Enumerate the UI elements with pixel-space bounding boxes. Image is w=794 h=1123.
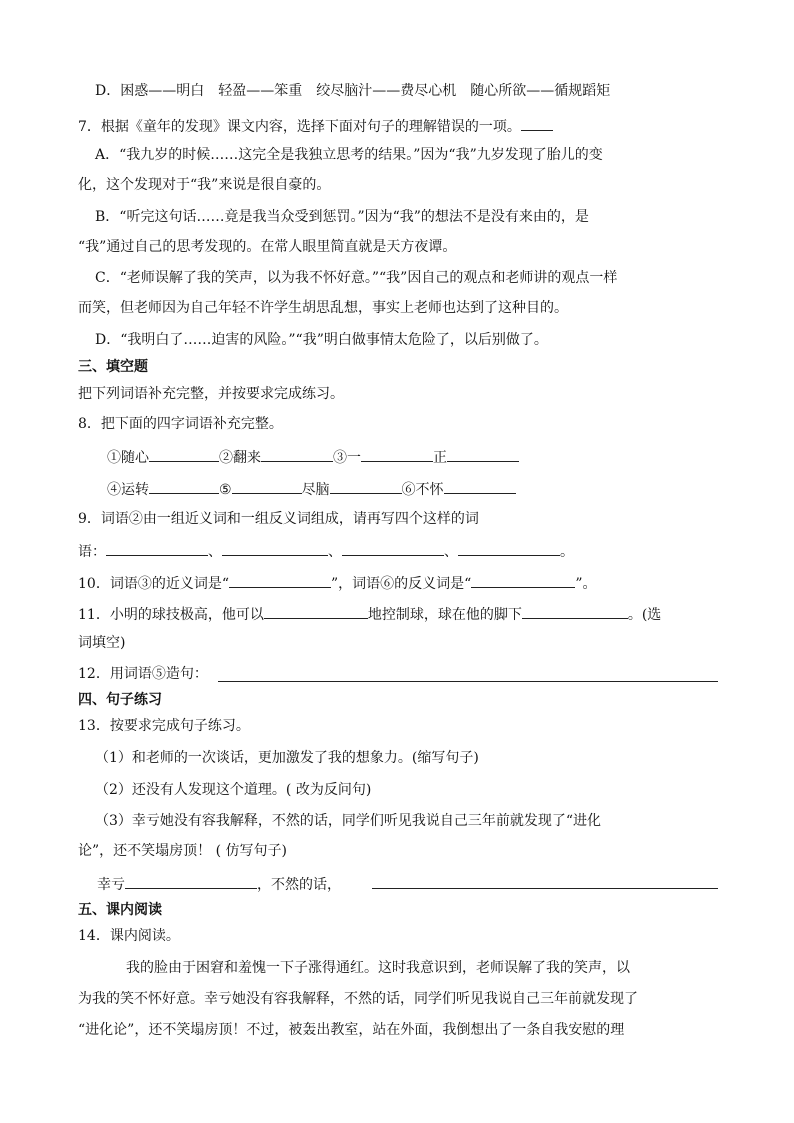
- q10-blank-2[interactable]: [471, 572, 575, 588]
- q8-word-6: ⑥不怀: [401, 482, 444, 498]
- q8-word-5b: 尽脑: [301, 482, 330, 498]
- q14-stem: 14．课内阅读。: [78, 928, 180, 944]
- q13-stem: 13．按要求完成句子练习。: [78, 718, 250, 734]
- q9-sep-3: 、: [444, 544, 458, 560]
- q8-blank-2[interactable]: [261, 446, 333, 462]
- q14-passage-line3: “进化论”，还不笑塌房顶！不过，被轰出教室，站在外面，我倒想出了一条自我安慰的理: [78, 1022, 625, 1038]
- q9-blank-2[interactable]: [222, 540, 328, 556]
- q13-sub-3-line2: 论”，还不笑塌房顶！ ( 仿写句子): [78, 843, 287, 859]
- q8-word-1: ①随心: [107, 450, 149, 466]
- q8-blank-5a[interactable]: [232, 478, 302, 494]
- q6-option-d: D．困惑——明白 轻盈——笨重 绞尽脑汁——费尽心机 随心所欲——循规蹈矩: [95, 83, 611, 99]
- q13-sub-2: （2）还没有人发现这个道理。( 改为反问句): [95, 782, 372, 798]
- q10-line: [78, 572, 596, 594]
- q8-word-5a: ⑤: [219, 482, 232, 498]
- q7-answer-blank[interactable]: [521, 115, 553, 131]
- q9-sep-2: 、: [328, 544, 342, 560]
- q8-row-2: [107, 478, 516, 500]
- section-3-intro: 把下列词语补充完整，并按要求完成练习。: [78, 386, 344, 402]
- q9-stem: 9．词语②由一组近义词和一组反义词组成，请再写四个这样的词: [78, 511, 479, 527]
- q11-text-c: 。(选: [627, 607, 662, 623]
- q10-text-b: ”，词语⑥的反义词是“: [330, 576, 472, 592]
- q9-blank-4[interactable]: [458, 540, 560, 556]
- q11-blank-2[interactable]: [522, 603, 628, 619]
- q8-blank-6[interactable]: [444, 478, 516, 494]
- q7-option-a-line1: A．“我九岁的时候……这完全是我独立思考的结果。”因为“我”九岁发现了胎儿的变: [95, 147, 603, 163]
- q14-passage-line1: 我的脸由于困窘和羞愧一下子涨得通红。这时我意识到，老师误解了我的笑声，以: [126, 960, 630, 976]
- q8-blank-4[interactable]: [149, 478, 219, 494]
- q13-fill-line: [97, 873, 341, 895]
- section-4-heading: 四、句子练习: [78, 692, 162, 708]
- q11-line-1: [78, 603, 661, 625]
- q13-sub-3-line1: （3）幸亏她没有容我解释，不然的话，同学们听见我说自己三年前就发现了“进化: [95, 813, 602, 829]
- q11-line-2: 词填空): [78, 635, 126, 651]
- q14-passage-line2: 为我的笑不怀好意。幸亏她没有容我解释，不然的话，同学们听见我说自己三年前就发现了: [78, 991, 638, 1007]
- q8-word-3a: ③一: [333, 450, 361, 466]
- q9-blank-3[interactable]: [342, 540, 444, 556]
- q8-word-4: ④运转: [107, 482, 149, 498]
- q8-word-2: ②翻来: [219, 450, 261, 466]
- q8-row-1: [107, 446, 519, 468]
- q13-sub-1: （1）和老师的一次谈话，更加激发了我的想象力。(缩写句子): [95, 750, 479, 766]
- q11-blank-1[interactable]: [264, 603, 368, 619]
- q7-option-b-line1: B．“听完这句话……竟是我当众受到惩罚。”因为“我”的想法不是没有来由的，是: [95, 209, 589, 225]
- q12-answer-line[interactable]: [218, 681, 718, 682]
- q13-fill-b: ，不然的话，: [257, 877, 341, 893]
- q9-end: 。: [560, 544, 574, 560]
- q7-stem-text: 7．根据《童年的发现》课文内容，选择下面对句子的理解错误的一项。: [78, 119, 521, 135]
- q11-text-b: 地控制球，球在他的脚下: [367, 607, 522, 623]
- q13-fill-blank-1[interactable]: [125, 873, 257, 889]
- q7-option-d: D．“我明白了……迫害的风险。”“我”明白做事情太危险了，以后别做了。: [95, 332, 548, 348]
- q10-text-c: ”。: [575, 576, 597, 592]
- q8-word-3b: 正: [433, 450, 447, 466]
- section-3-heading: 三、填空题: [78, 359, 148, 375]
- q8-blank-3a[interactable]: [361, 446, 433, 462]
- q7-option-b-line2: “我”通过自己的思考发现的。在常人眼里简直就是天方夜谭。: [78, 239, 457, 255]
- q13-fill-blank-2[interactable]: [372, 888, 718, 889]
- q7-option-a-line2: 化，这个发现对于“我”来说是很自豪的。: [78, 177, 331, 193]
- q11-text-a: 11．小明的球技极高，他可以: [78, 607, 264, 623]
- q9-blank-1[interactable]: [106, 540, 208, 556]
- q7-stem: [78, 115, 553, 137]
- q8-blank-5b[interactable]: [330, 478, 402, 494]
- q10-blank-1[interactable]: [229, 572, 331, 588]
- q8-stem: 8．把下面的四字词语补充完整。: [78, 416, 283, 432]
- q9-sep-1: 、: [208, 544, 222, 560]
- q7-option-c-line2: 而笑，但老师因为自己年轻不许学生胡思乱想，事实上老师也达到了这种目的。: [78, 300, 568, 316]
- q9-answer-line: [78, 540, 574, 562]
- q8-blank-1[interactable]: [149, 446, 219, 462]
- q8-blank-3b[interactable]: [447, 446, 519, 462]
- q10-text-a: 10．词语③的近义词是“: [78, 576, 229, 592]
- section-5-heading: 五、课内阅读: [78, 902, 162, 918]
- q9-prefix: 语：: [78, 544, 106, 560]
- q13-fill-a: 幸亏: [97, 877, 125, 893]
- q7-option-c-line1: C．“老师误解了我的笑声，以为我不怀好意。”“我”因自己的观点和老师讲的观点一样: [95, 270, 618, 286]
- q12-stem: 12．用词语⑤造句：: [78, 666, 208, 682]
